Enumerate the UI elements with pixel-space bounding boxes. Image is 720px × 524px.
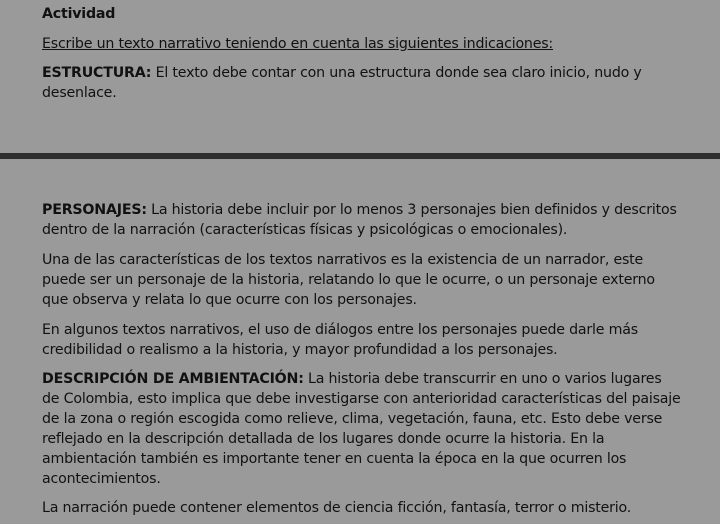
instruction-line: Escribe un texto narrativo teniendo en cuenta las siguientes indicaciones: [42, 36, 554, 52]
estructura-paragraph [42, 63, 642, 103]
personajes-text: La historia debe incluir por lo menos 3 personajes bien definidos y descritos dentro de la narración (características físicas y psicológicas o emocionales). [42, 202, 677, 238]
narrador-paragraph: Una de las características de los textos narrativos es la existencia de un narrador, este puede ser un personaje de la historia, relatando lo que le ocurre, o un personaje externo que observa y relata lo que ocurre con los personajes. [42, 252, 655, 308]
section-divider [0, 153, 720, 159]
cierre-paragraph: La narración puede contener elementos de ciencia ficción, fantasía, terror o misterio. [42, 500, 632, 516]
ambientacion-paragraph [42, 369, 682, 489]
estructura-text: El texto debe contar con una estructura donde sea claro inicio, nudo y desenlace. [42, 65, 642, 101]
personajes-label: PERSONAJES: [42, 202, 147, 218]
dialogos-paragraph: En algunos textos narrativos, el uso de diálogos entre los personajes puede darle más credibilidad o realismo a la historia, y mayor profundidad a los personajes. [42, 322, 638, 358]
page-title: Actividad [42, 6, 116, 22]
personajes-paragraph [42, 200, 682, 240]
estructura-label: ESTRUCTURA: [42, 65, 152, 81]
ambientacion-label: DESCRIPCIÓN DE AMBIENTACIÓN: [42, 371, 304, 387]
ambientacion-text: La historia debe transcurrir en uno o varios lugares de Colombia, esto implica que debe investigarse con anterioridad características del paisaje de la zona o región escogida como relieve, clima, vegetación, fauna, etc. Esto debe verse reflejado en la descripción detallada de los lugares donde ocurre la historia. En la ambientación también es importante tener en cuenta la época en la que ocurren los acontecimientos. [42, 371, 681, 487]
